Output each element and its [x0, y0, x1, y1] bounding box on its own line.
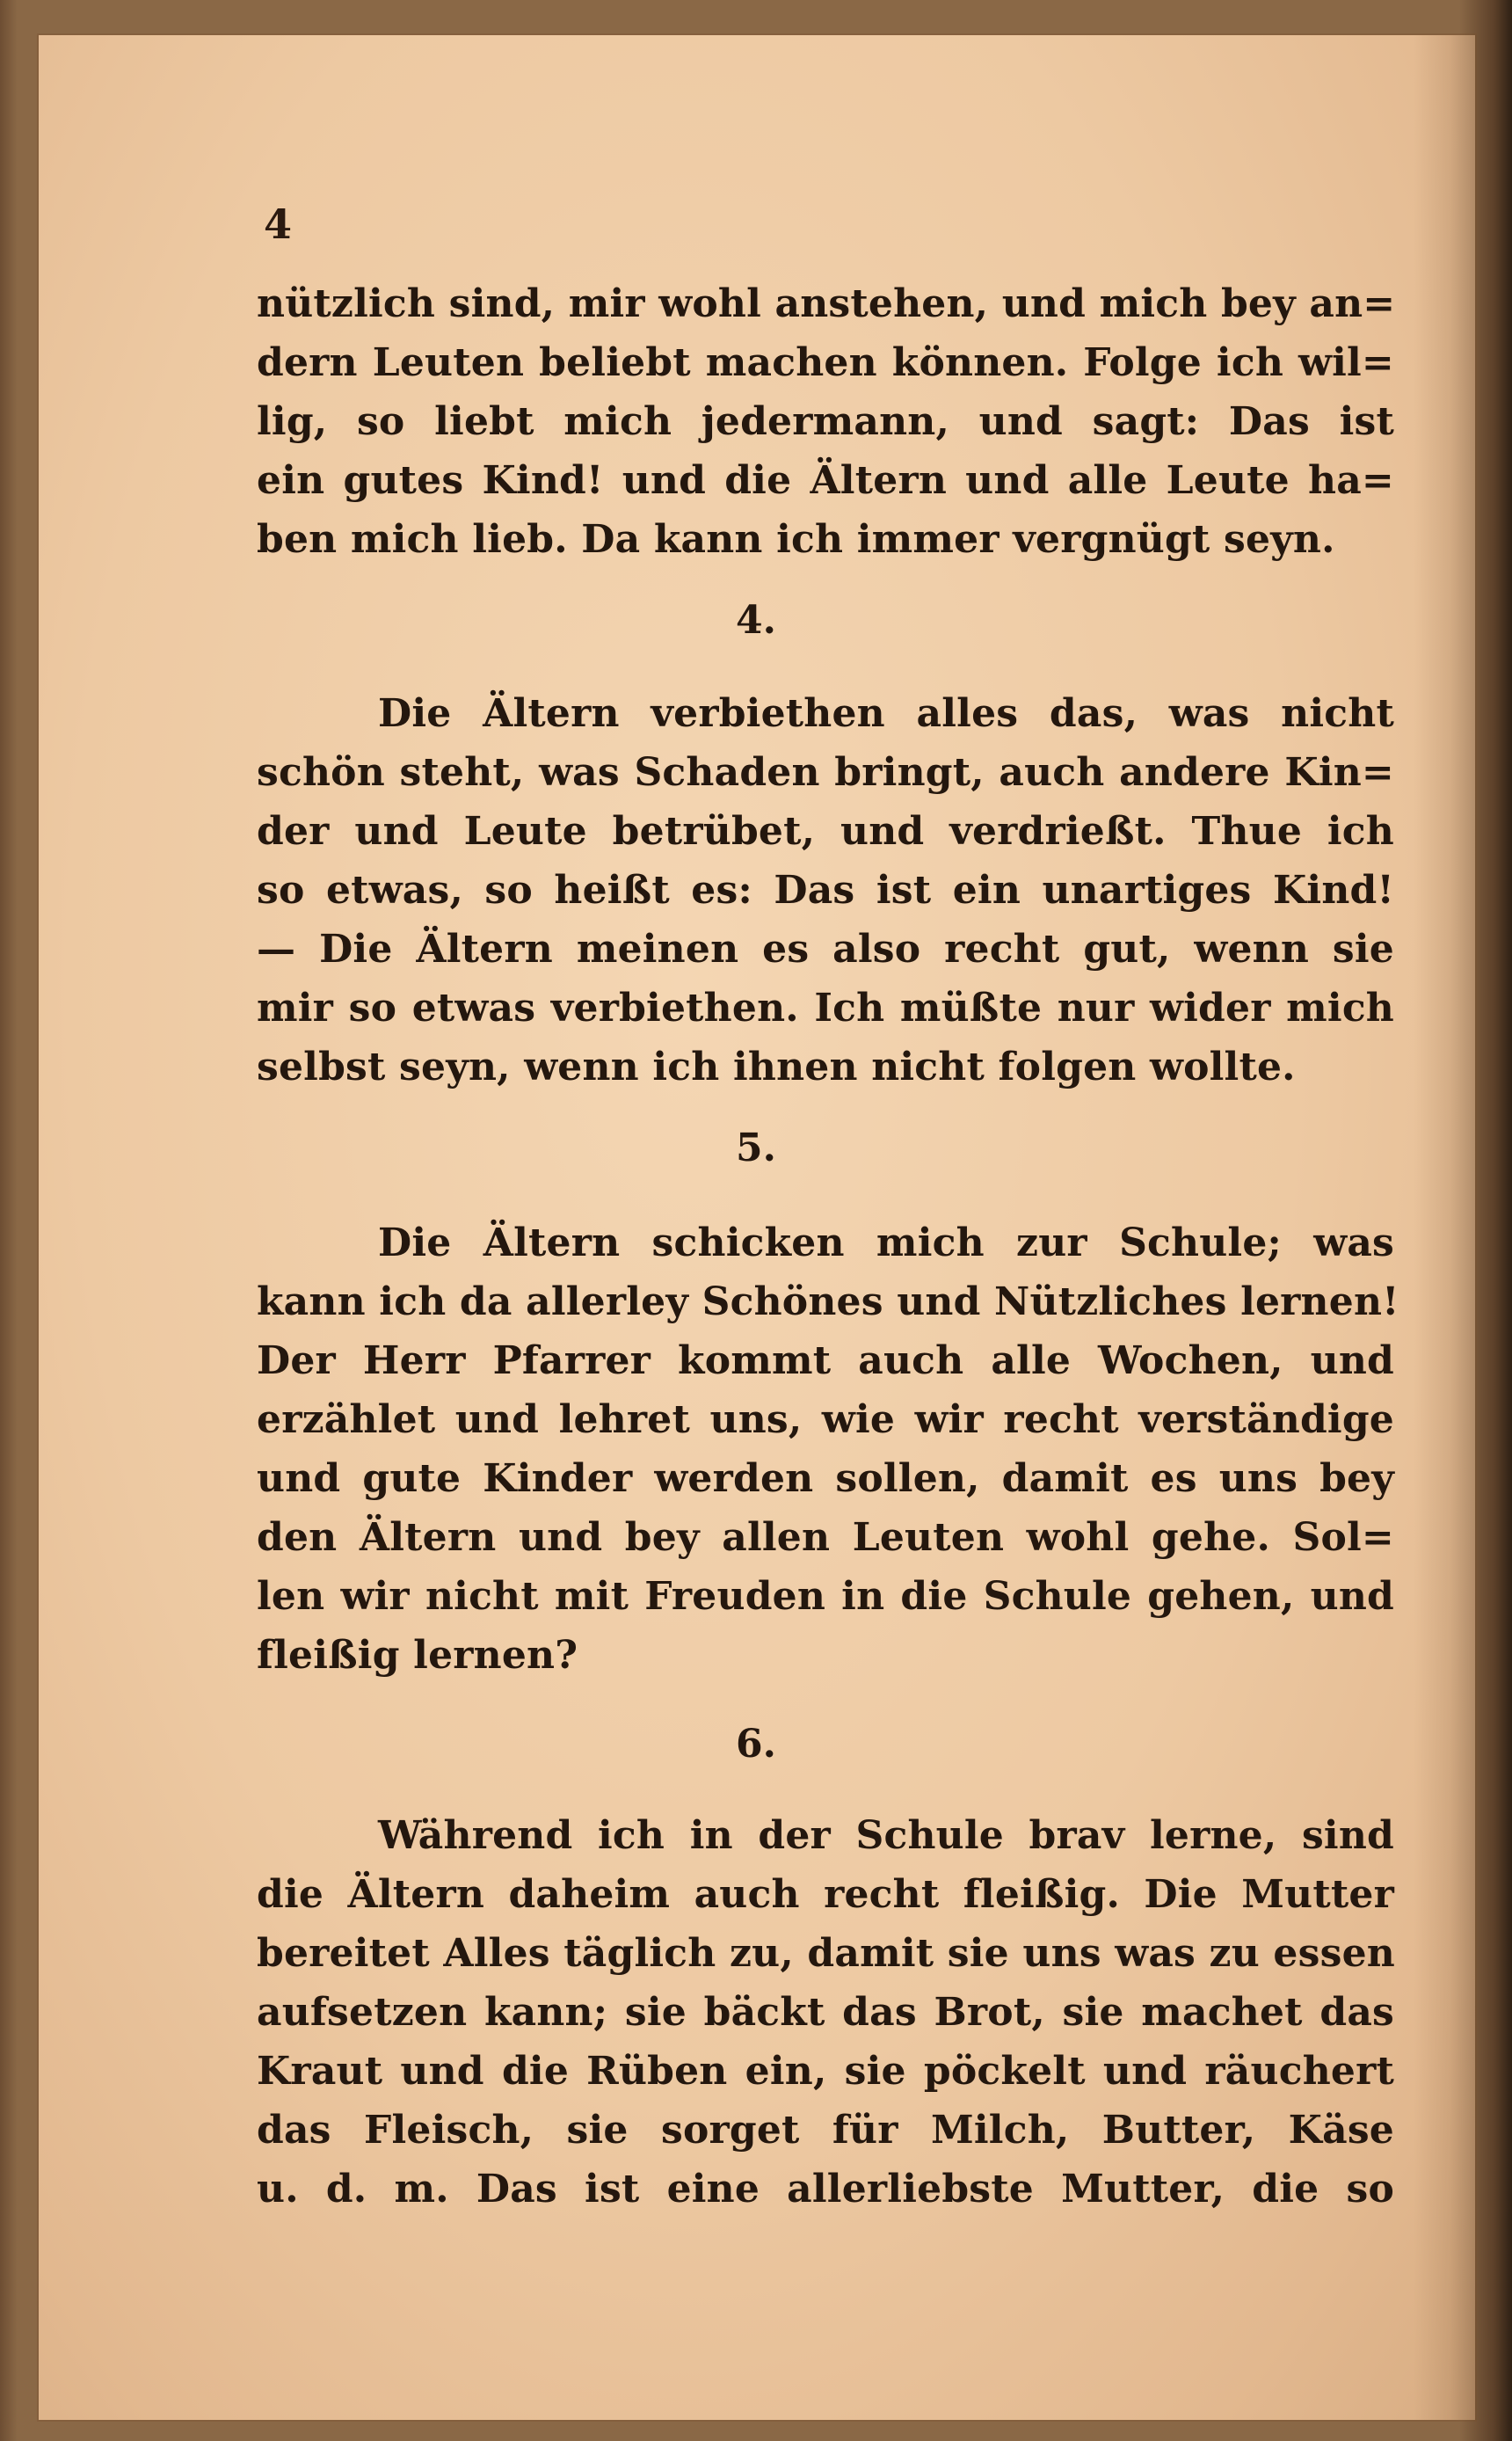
text-line: dern Leuten beliebt machen können. Folge ich wil= — [257, 340, 1394, 385]
section-6-text — [257, 1806, 1394, 2219]
text-line: die Ältern daheim auch recht fleißig. Die Mutter — [257, 1872, 1394, 1917]
section-4-text — [257, 684, 1394, 1097]
text-line: Während ich in der Schule brav lerne, sind — [378, 1813, 1394, 1858]
text-line: ein gutes Kind! und die Ältern und alle Leute ha= — [257, 458, 1394, 503]
text-line: Die Ältern verbiethen alles das, was nicht — [378, 691, 1394, 736]
text-line: ben mich lieb. Da kann ich immer vergnügt seyn. — [257, 517, 1335, 562]
text-line: Die Ältern schicken mich zur Schule; was — [378, 1220, 1394, 1265]
text-line: der und Leute betrübet, und verdrießt. Thue ich — [257, 809, 1394, 854]
page-gutter-shadow — [1414, 35, 1475, 2420]
text-line: so etwas, so heißt es: Das ist ein unartiges Kind! — [257, 868, 1394, 913]
text-line: den Ältern und bey allen Leuten wohl gehe. Sol= — [257, 1515, 1394, 1560]
text-line: kann ich da allerley Schönes und Nützliches lernen! — [257, 1279, 1399, 1324]
section-number-5: 5. — [736, 1126, 776, 1170]
text-line: bereitet Alles täglich zu, damit sie uns was zu essen — [257, 1931, 1395, 1976]
text-line: u. d. m. Das ist eine allerliebste Mutter, die so — [257, 2167, 1394, 2211]
text-line: fleißig lernen? — [257, 1633, 578, 1678]
text-line: Kraut und die Rüben ein, sie pöckelt und räuchert — [257, 2049, 1394, 2094]
text-line: lig, so liebt mich jedermann, und sagt: Das ist — [257, 399, 1394, 444]
text-line: aufsetzen kann; sie bäckt das Brot, sie machet das — [257, 1990, 1394, 2035]
text-line: Der Herr Pfarrer kommt auch alle Wochen, und — [257, 1338, 1394, 1383]
text-line: mir so etwas verbiethen. Ich müßte nur wider mich — [257, 986, 1394, 1031]
page-number: 4 — [264, 200, 293, 248]
text-line: selbst seyn, wenn ich ihnen nicht folgen wollte. — [257, 1045, 1296, 1089]
text-line: das Fleisch, sie sorget für Milch, Butter, Käse — [257, 2108, 1394, 2153]
text-line: — Die Ältern meinen es also recht gut, wenn sie — [257, 927, 1394, 972]
section-number-4: 4. — [736, 598, 776, 643]
text-line: len wir nicht mit Freuden in die Schule gehen, und — [257, 1574, 1394, 1619]
section-5-text — [257, 1213, 1399, 1685]
text-line: schön steht, was Schaden bringt, auch andere Kin= — [257, 750, 1394, 795]
text-line: erzählet und lehret uns, wie wir recht verständige — [257, 1397, 1394, 1442]
text-line: nützlich sind, mir wohl anstehen, und mich bey an= — [257, 281, 1396, 326]
paragraph-continuation — [257, 274, 1394, 569]
text-line: und gute Kinder werden sollen, damit es uns bey — [257, 1456, 1394, 1501]
section-number-6: 6. — [736, 1722, 776, 1767]
